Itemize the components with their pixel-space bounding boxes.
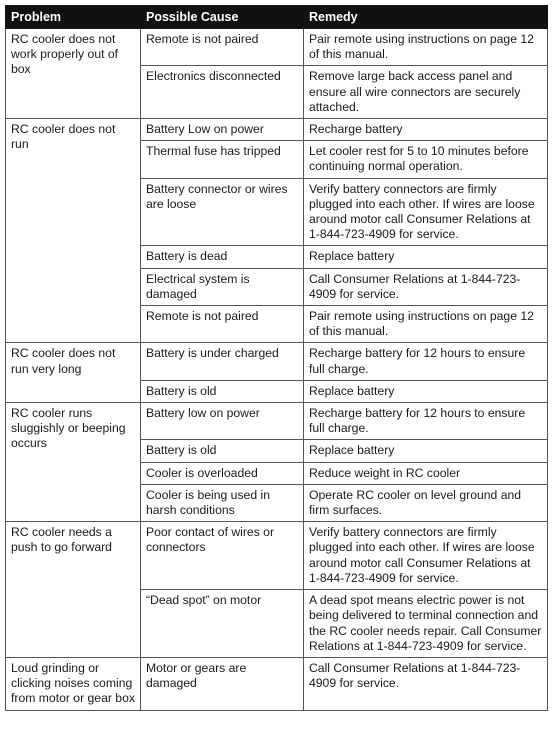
problem-cell: Loud grinding or clicking noises coming from motor or gear box [6,657,141,710]
table-row [6,403,548,440]
remedy-cell: Recharge battery for 12 hours to ensure full charge. [304,343,548,380]
cause-cell: Remote is not paired [141,306,304,343]
cause-cell: Poor contact of wires or connectors [141,522,304,590]
remedy-cell: Call Consumer Relations at 1-844-723-4909 for service. [304,657,548,710]
problem-cell: RC cooler does not run very long [6,343,141,403]
table-row [6,29,548,66]
remedy-cell: Remove large back access panel and ensure all wire connectors are securely attached. [304,66,548,119]
cause-cell: Motor or gears are damaged [141,657,304,710]
table-row [6,119,548,141]
remedy-cell: Verify battery connectors are firmly plugged into each other. If wires are loose around motor call Consumer Relations at 1-844-723-4909 for service. [304,178,548,246]
remedy-cell: Replace battery [304,380,548,402]
table-header-row [6,6,548,29]
problem-column-header: Problem [6,6,141,29]
remedy-cell: Pair remote using instructions on page 12 of this manual. [304,29,548,66]
cause-cell: Electronics disconnected [141,66,304,119]
cause-cell: Battery is dead [141,246,304,268]
remedy-cell: Call Consumer Relations at 1-844-723-4909 for service. [304,268,548,305]
cause-column-header: Possible Cause [141,6,304,29]
remedy-column-header: Remedy [304,6,548,29]
remedy-cell: Verify battery connectors are firmly plugged into each other. If wires are loose around motor call Consumer Relations at 1-844-723-4909 for service. [304,522,548,590]
problem-cell: RC cooler does not run [6,119,141,343]
remedy-cell: Recharge battery [304,119,548,141]
remedy-cell: A dead spot means electric power is not being delivered to terminal connection and the RC cooler needs repair. Call Consumer Relations at 1-844-723-4909 for service. [304,590,548,658]
troubleshooting-table [5,5,548,711]
problem-cell: RC cooler runs sluggishly or beeping occurs [6,403,141,522]
cause-cell: Remote is not paired [141,29,304,66]
cause-cell: Cooler is overloaded [141,462,304,484]
table-row [6,343,548,380]
cause-cell: Battery connector or wires are loose [141,178,304,246]
cause-cell: Battery is old [141,440,304,462]
problem-cell: RC cooler needs a push to go forward [6,522,141,658]
remedy-cell: Replace battery [304,440,548,462]
cause-cell: “Dead spot” on motor [141,590,304,658]
table-body [6,29,548,711]
remedy-cell: Reduce weight in RC cooler [304,462,548,484]
problem-cell: RC cooler does not work properly out of box [6,29,141,119]
remedy-cell: Recharge battery for 12 hours to ensure full charge. [304,403,548,440]
cause-cell: Battery is old [141,380,304,402]
cause-cell: Battery is under charged [141,343,304,380]
remedy-cell: Let cooler rest for 5 to 10 minutes before continuing normal operation. [304,141,548,178]
cause-cell: Thermal fuse has tripped [141,141,304,178]
cause-cell: Battery Low on power [141,119,304,141]
cause-cell: Electrical system is damaged [141,268,304,305]
table-row [6,522,548,590]
remedy-cell: Operate RC cooler on level ground and firm surfaces. [304,484,548,521]
cause-cell: Cooler is being used in harsh conditions [141,484,304,521]
table-row [6,657,548,710]
cause-cell: Battery low on power [141,403,304,440]
remedy-cell: Pair remote using instructions on page 12 of this manual. [304,306,548,343]
remedy-cell: Replace battery [304,246,548,268]
